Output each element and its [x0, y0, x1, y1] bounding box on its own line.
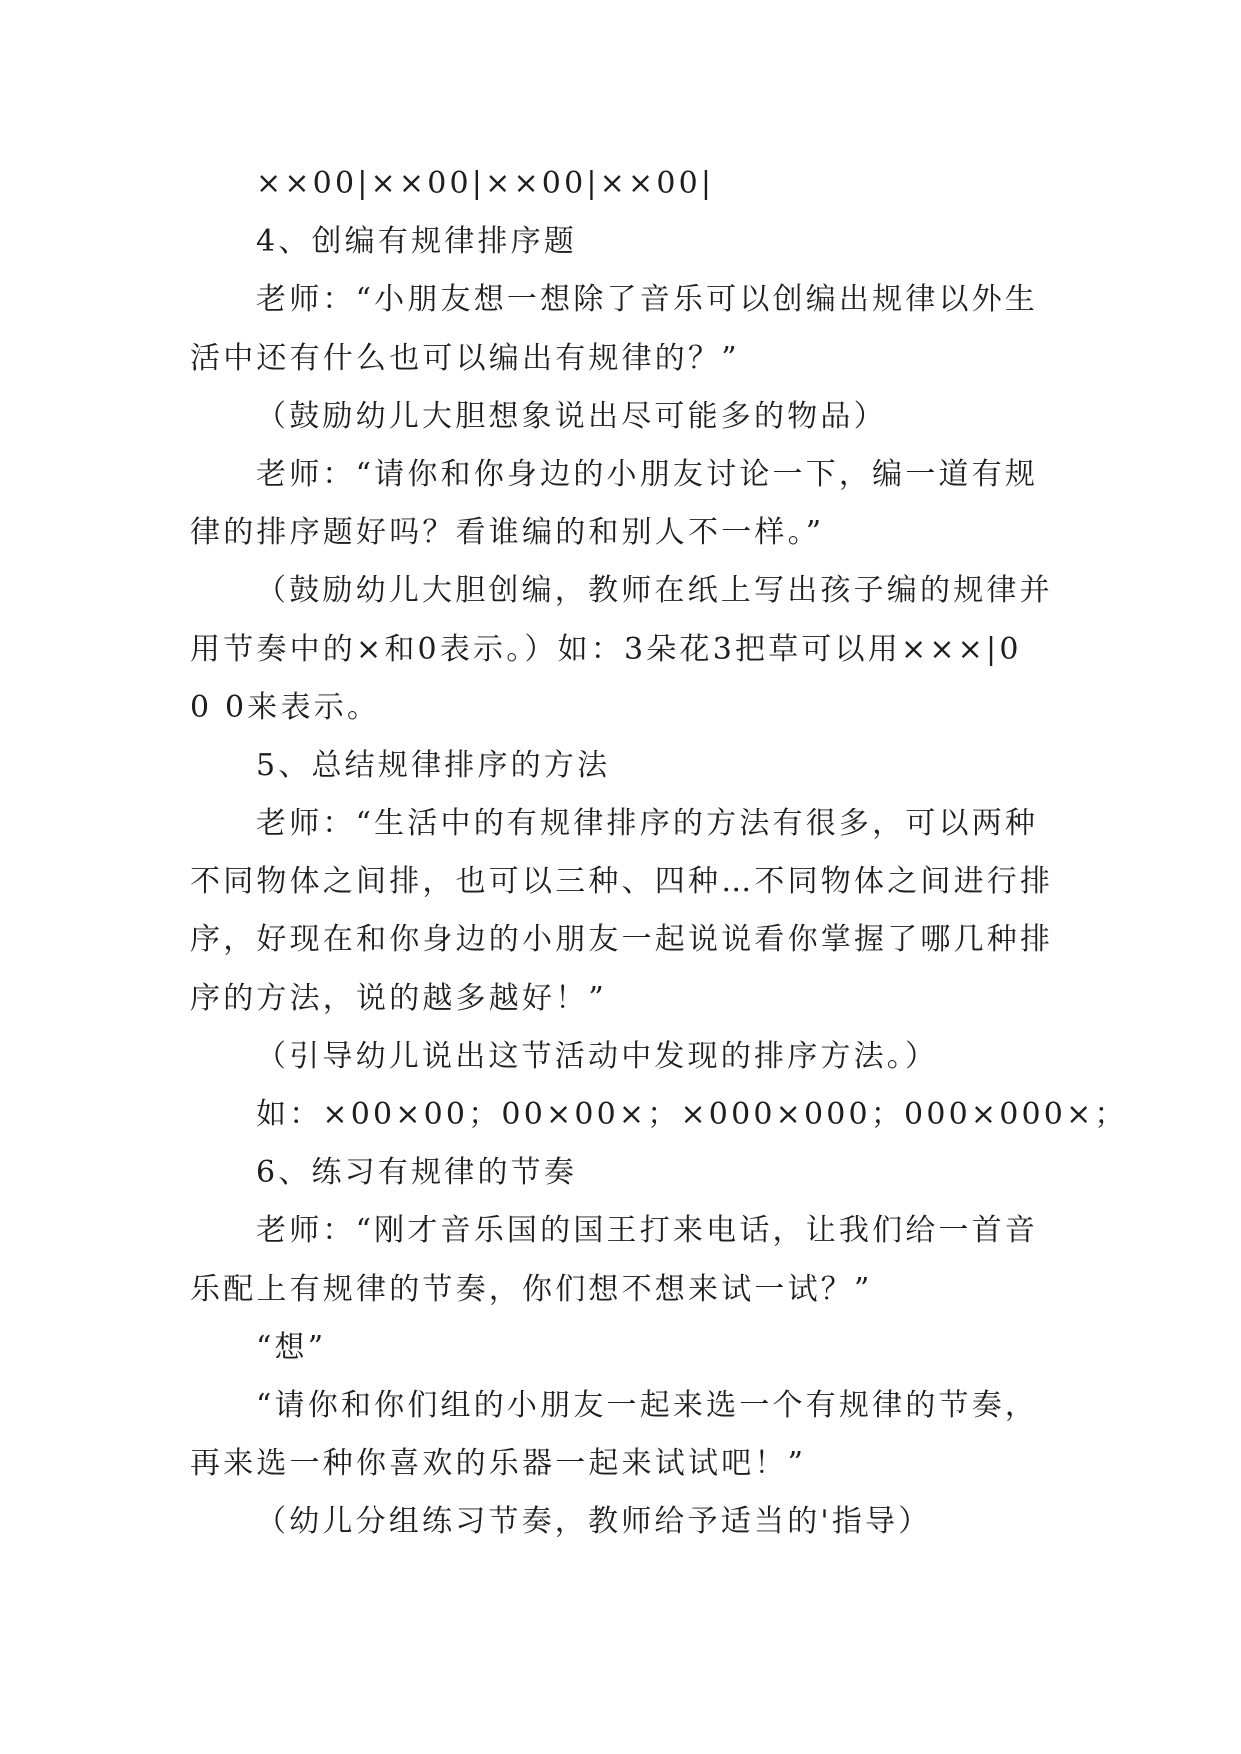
paragraph-line: 序，好现在和你身边的小朋友一起说说看你掌握了哪几种排	[190, 922, 1054, 958]
paragraph-line: （幼儿分组练习节奏，教师给予适当的'指导）	[256, 1504, 932, 1540]
paragraph-line: 不同物体之间排，也可以三种、四种…不同物体之间进行排	[190, 864, 1054, 900]
paragraph-line: 老师：“小朋友想一想除了音乐可以创编出规律以外生	[256, 282, 1039, 318]
paragraph-line: “请你和你们组的小朋友一起来选一个有规律的节奏，	[256, 1387, 1039, 1423]
paragraph-line: 老师：“请你和你身边的小朋友讨论一下，编一道有规	[256, 456, 1039, 492]
paragraph-line: 用节奏中的×和0表示。）如：3朵花3把草可以用×××|0	[190, 631, 1022, 667]
paragraph-line: 0 0来表示。	[190, 689, 381, 725]
paragraph-line: （引导幼儿说出这节活动中发现的排序方法。）	[256, 1038, 939, 1074]
section-heading-6: 6、练习有规律的节奏	[256, 1155, 578, 1191]
paragraph-line: 律的排序题好吗？看谁编的和别人不一样。”	[190, 515, 825, 551]
rhythm-examples-line: 如：×00×00；00×00×；×000×000；000×000×；	[256, 1097, 1128, 1132]
paragraph-line: 老师：“生活中的有规律排序的方法有很多，可以两种	[256, 806, 1039, 842]
paragraph-line: 再来选一种你喜欢的乐器一起来试试吧！”	[190, 1446, 807, 1482]
section-heading-4: 4、创编有规律排序题	[256, 224, 578, 260]
paragraph-line: 乐配上有规律的节奏，你们想不想来试一试？”	[190, 1271, 873, 1307]
rhythm-notation-line: ××00|××00|××00|××00|	[256, 166, 715, 201]
paragraph-line: 活中还有什么也可以编出有规律的？”	[190, 340, 740, 376]
paragraph-line: 序的方法，说的越多越好！”	[190, 980, 607, 1016]
section-heading-5: 5、总结规律排序的方法	[256, 747, 611, 783]
paragraph-line: （鼓励幼儿大胆想象说出尽可能多的物品）	[256, 398, 887, 434]
paragraph-line: （鼓励幼儿大胆创编，教师在纸上写出孩子编的规律并	[256, 573, 1053, 609]
paragraph-line: “想”	[256, 1329, 327, 1365]
paragraph-line: 老师：“刚才音乐国的国王打来电话，让我们给一首音	[256, 1213, 1039, 1249]
document-body	[190, 155, 1128, 1552]
